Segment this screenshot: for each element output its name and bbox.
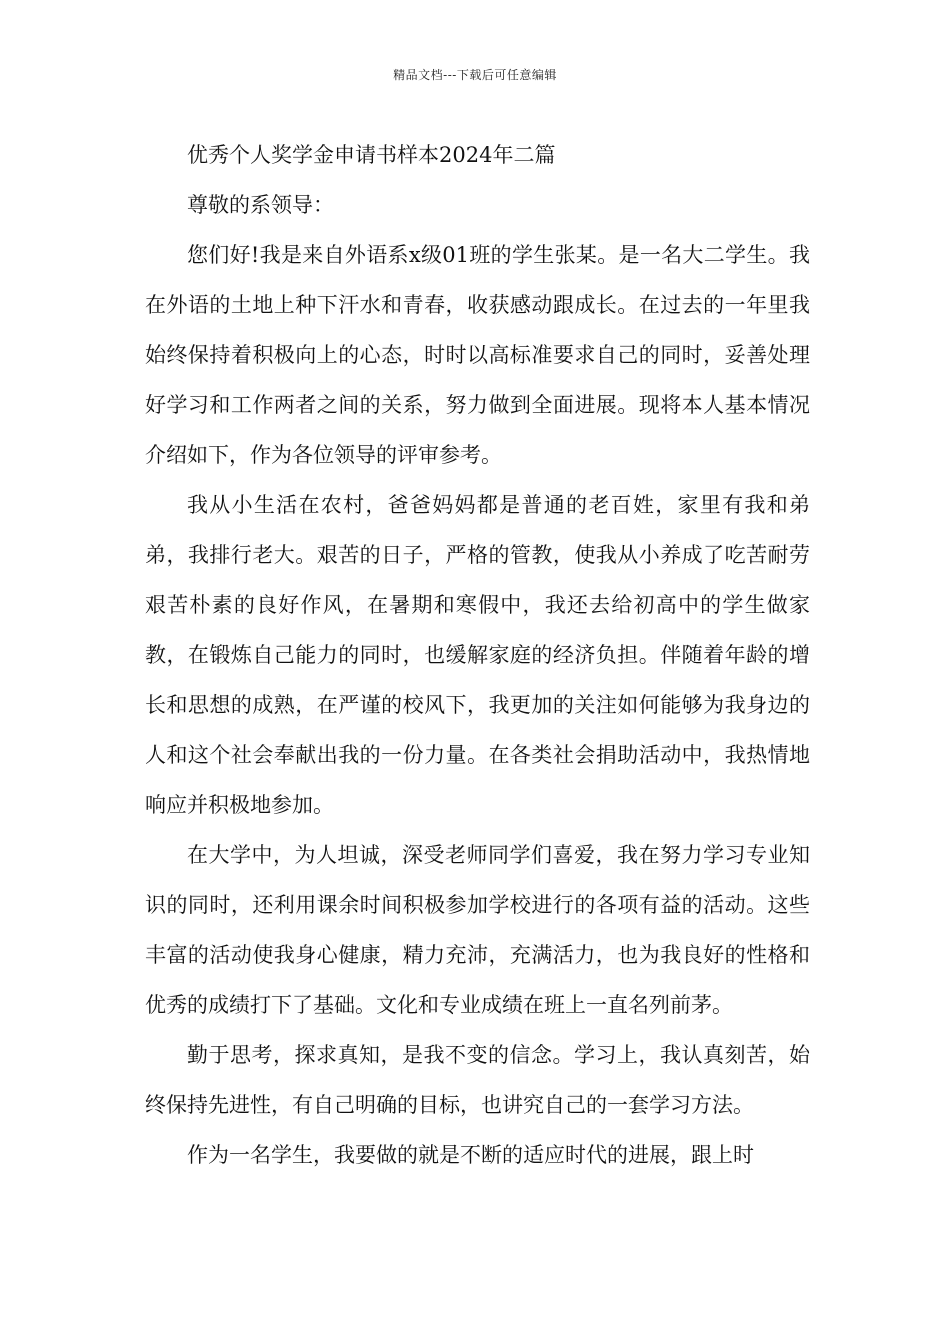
paragraph: 我从小生活在农村，爸爸妈妈都是普通的老百姓，家里有我和弟弟，我排行老大。艰苦的日子，严格的管教，使我从小养成了吃苦耐劳艰苦朴素的良好作风，在暑期和寒假中，我还去给初高中的学生做家教，在锻炼自己能力的同时，也缓解家庭的经济负担。伴随着年龄的增长和思想的成熟，在严谨的校风下，我更加的关注如何能够为我身边的人和这个社会奉献出我的一份力量。在各类社会捐助活动中，我热情地响应并积极地参加。 bbox=[145, 493, 810, 817]
paragraph: 您们好!我是来自外语系x级01班的学生张某。是一名大二学生。我在外语的土地上种下汗水和青春，收获感动跟成长。在过去的一年里我始终保持着积极向上的心态，时时以高标准要求自己的同时，妥善处理好学习和工作两者之间的关系，努力做到全面进展。现将本人基本情况介绍如下，作为各位领导的评审参考。 bbox=[145, 243, 810, 467]
paragraph: 在大学中，为人坦诚，深受老师同学们喜爱，我在努力学习专业知识的同时，还利用课余时间积极参加学校进行的各项有益的活动。这些丰富的活动使我身心健康，精力充沛，充满活力，也为我良好的性格和优秀的成绩打下了基础。文化和专业成绩在班上一直名列前茅。 bbox=[145, 843, 810, 1017]
paragraph: 作为一名学生，我要做的就是不断的适应时代的进展，跟上时 bbox=[187, 1143, 754, 1167]
document-title: 优秀个人奖学金申请书样本2024年二篇 bbox=[187, 143, 556, 167]
document-body bbox=[145, 130, 810, 1180]
salutation: 尊敬的系领导： bbox=[187, 193, 334, 217]
page-header: 精品文档---下载后可任意编辑 bbox=[393, 68, 557, 82]
paragraph: 勤于思考，探求真知，是我不变的信念。学习上，我认真刻苦，始终保持先进性，有自己明确的目标，也讲究自己的一套学习方法。 bbox=[145, 1043, 810, 1117]
